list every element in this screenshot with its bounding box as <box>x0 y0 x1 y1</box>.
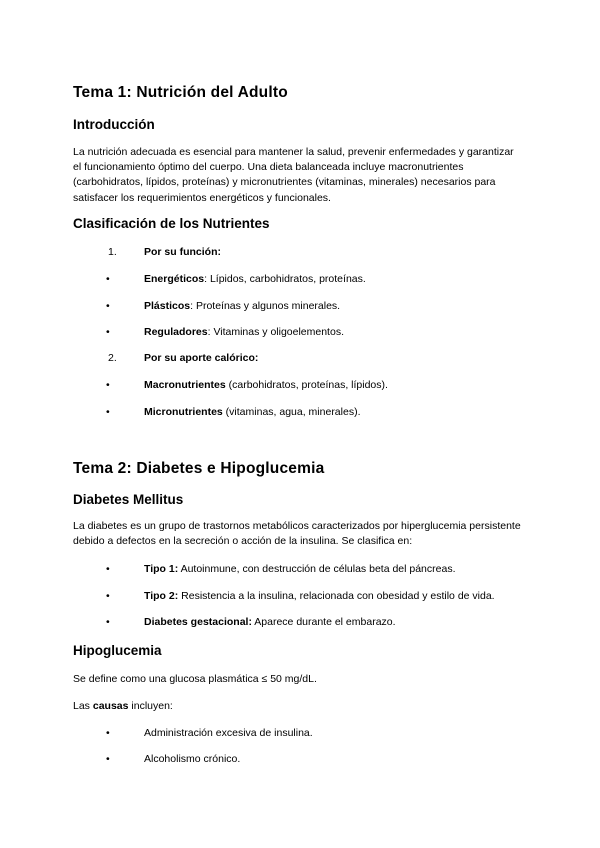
list-item-aporte <box>0 351 600 366</box>
item-text: : Vitaminas y oligoelementos. <box>207 326 344 338</box>
causas-intro <box>73 699 523 714</box>
item-text: Resistencia a la insulina, relacionada con obesidad y estilo de vida. <box>178 590 495 602</box>
bullet: • <box>106 300 110 312</box>
causas-bold: causas <box>92 700 129 712</box>
funcion-label: Por su función: <box>144 246 221 258</box>
item-text: (vitaminas, agua, minerales). <box>222 406 361 418</box>
bullet: • <box>106 379 110 391</box>
hipoglucemia-heading: Hipoglucemia <box>73 643 162 658</box>
item-text: Autoinmune, con destrucción de células beta del páncreas. <box>178 563 456 575</box>
item-bold: Reguladores <box>144 326 208 338</box>
item-bold: Macronutrientes <box>144 379 226 391</box>
item-text: Administración excesiva de insulina. <box>144 727 313 739</box>
item-bold: Diabetes gestacional: <box>144 616 252 628</box>
tema1-title: Tema 1: Nutrición del Adulto <box>73 84 288 101</box>
list-item <box>0 615 600 630</box>
bullet: • <box>106 616 110 628</box>
bullet: • <box>106 590 110 602</box>
list-item <box>0 299 600 314</box>
list-item-funcion <box>0 245 600 260</box>
clasificacion-heading: Clasificación de los Nutrientes <box>73 216 270 231</box>
list-item <box>0 378 600 393</box>
item-bold: Plásticos <box>144 300 191 312</box>
list-item <box>0 405 600 420</box>
intro-paragraph: La nutrición adecuada es esencial para mantener la salud, prevenir enfermedades y garantizar el funcionamiento óptimo del cuerpo. Una dieta balanceada incluye macronutrientes (carbohidratos, lípidos, proteínas) y micronutrientes (vitaminas, minerales) necesarios para satisfacer los requerimientos energéticos y funcionales. <box>73 146 514 204</box>
item-text: : Proteínas y algunos minerales. <box>190 300 341 312</box>
diabetes-heading: Diabetes Mellitus <box>73 492 184 507</box>
bullet: • <box>106 273 110 285</box>
bullet: • <box>106 326 110 338</box>
list-number: 2. <box>108 352 117 364</box>
list-item <box>0 726 600 741</box>
list-item <box>0 589 600 604</box>
causas-pre: Las <box>73 700 93 712</box>
item-text: (carbohidratos, proteínas, lípidos). <box>225 379 388 391</box>
bullet: • <box>106 563 110 575</box>
tema2-title: Tema 2: Diabetes e Hipoglucemia <box>73 460 325 477</box>
item-bold: Tipo 1: <box>144 563 179 575</box>
aporte-label: Por su aporte calórico: <box>144 352 259 364</box>
list-item <box>0 562 600 577</box>
list-item <box>0 752 600 767</box>
item-text: Alcoholismo crónico. <box>144 753 241 765</box>
bullet: • <box>106 727 110 739</box>
intro-heading: Introducción <box>73 117 155 132</box>
item-text: Aparece durante el embarazo. <box>251 616 396 628</box>
list-number: 1. <box>108 246 117 258</box>
hipoglucemia-paragraph: Se define como una glucosa plasmática ≤ 50 mg/dL. <box>73 673 317 685</box>
bullet: • <box>106 753 110 765</box>
item-bold: Micronutrientes <box>144 406 223 418</box>
list-item <box>0 325 600 340</box>
item-text: : Lípidos, carbohidratos, proteínas. <box>204 273 366 285</box>
diabetes-paragraph: La diabetes es un grupo de trastornos metabólicos caracterizados por hiperglucemia persistente debido a defectos en la secreción o acción de la insulina. Se clasifica en: <box>73 520 521 548</box>
bullet: • <box>106 406 110 418</box>
list-item <box>0 272 600 287</box>
item-bold: Energéticos <box>144 273 205 285</box>
causas-post: incluyen: <box>128 700 173 712</box>
item-bold: Tipo 2: <box>144 590 179 602</box>
